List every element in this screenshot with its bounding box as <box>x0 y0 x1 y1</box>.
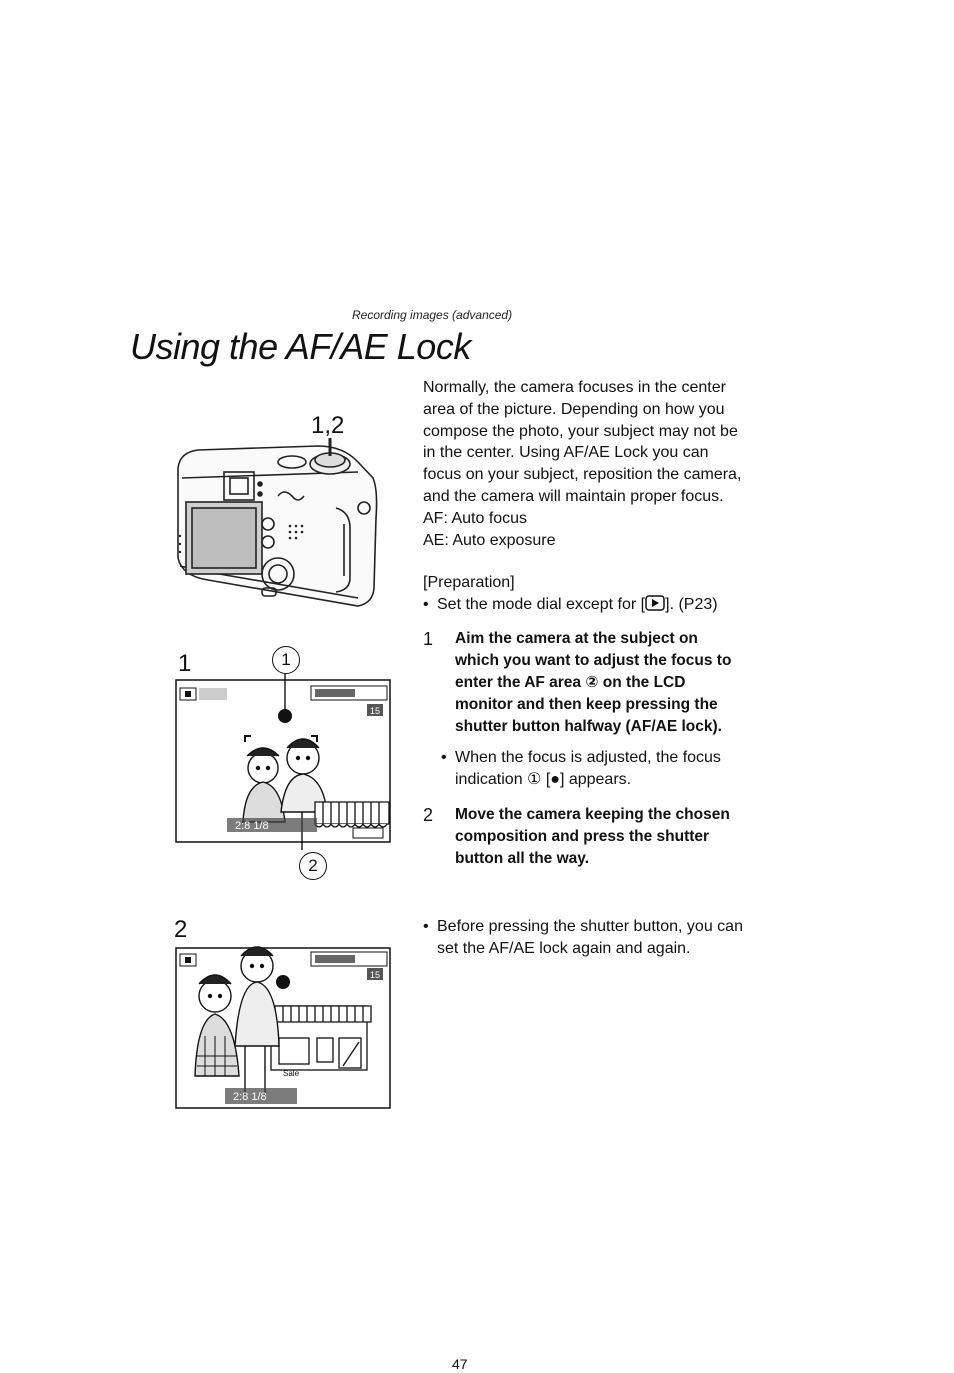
preparation-section <box>423 572 783 616</box>
shop-building <box>267 1006 371 1070</box>
focus-indicator-dot <box>276 975 290 989</box>
preparation-text <box>437 594 718 616</box>
step-line: which you want to adjust the focus to <box>455 652 732 669</box>
camera-figure-label: 1,2 <box>311 412 345 439</box>
step-line: composition and press the shutter <box>455 828 710 845</box>
playback-mode-icon <box>645 595 665 611</box>
intro-line: in the center. Using AF/AE Lock you can <box>423 444 709 462</box>
shop-awning <box>315 802 389 827</box>
step-number: 1 <box>423 629 434 649</box>
callout-1: 1 <box>272 646 300 674</box>
shop-sign: Sale <box>283 1069 300 1078</box>
intro-line: focus on your subject, reposition the camera, <box>423 466 742 484</box>
lcd-figure-2 <box>175 946 393 1112</box>
intro-line: AE: Auto exposure <box>423 531 556 549</box>
camera-illustration <box>168 438 382 626</box>
step-instruction <box>455 628 731 738</box>
remaining-count: 15 <box>369 970 381 980</box>
preparation-bullet <box>423 594 783 616</box>
callout-2: 2 <box>299 852 327 880</box>
note-line: When the focus is adjusted, the focus <box>455 749 721 766</box>
preparation-text-prefix: Set the mode dial except for [ <box>437 595 646 613</box>
intro-paragraph <box>423 377 783 551</box>
step-line: shutter button halfway (AF/AE lock). <box>455 718 722 735</box>
intro-line: area of the picture. Depending on how you <box>423 400 725 418</box>
intro-line: compose the photo, your subject may not be <box>423 422 738 440</box>
remaining-count: 15 <box>369 706 381 716</box>
note-line: indication ① [●] appears. <box>455 770 632 788</box>
bullet-dot: • <box>441 749 447 766</box>
bullet-dot: • <box>423 918 429 935</box>
step-line: button all the way. <box>455 850 590 867</box>
lcd-figure-1 <box>175 672 393 850</box>
section-label: Recording images (advanced) <box>352 308 513 322</box>
step-instruction <box>455 804 730 870</box>
page-number: 47 <box>452 1356 468 1372</box>
step-2 <box>423 804 783 870</box>
figure-2-label: 2 <box>174 916 188 943</box>
intro-line: and the camera will maintain proper focus. <box>423 487 724 505</box>
step-line: Move the camera keeping the chosen <box>455 806 730 823</box>
step-line: Aim the camera at the subject on <box>455 630 698 647</box>
note-line: set the AF/AE lock again and again. <box>437 939 691 957</box>
page-title: Using the AF/AE Lock <box>130 326 471 367</box>
focus-indicator-dot <box>278 709 292 723</box>
intro-line: AF: Auto focus <box>423 509 528 527</box>
note-line: Before pressing the shutter button, you can <box>437 918 743 935</box>
step-1-note <box>441 747 783 791</box>
preparation-text-suffix: ]. (P23) <box>665 595 718 613</box>
step-1 <box>423 628 783 791</box>
step-line: monitor and then keep pressing the <box>455 696 718 713</box>
step-number: 2 <box>423 805 434 825</box>
exposure-readout: 2:8 1/8 <box>233 1091 267 1103</box>
preparation-heading: [Preparation] <box>423 574 515 591</box>
bullet-dot: • <box>423 595 429 613</box>
step-line: enter the AF area ② on the LCD <box>455 674 686 691</box>
figure-1-label: 1 <box>178 650 192 677</box>
intro-line: Normally, the camera focuses in the center <box>423 379 726 396</box>
final-note <box>423 916 783 960</box>
exposure-readout: 2:8 1/8 <box>235 820 269 832</box>
